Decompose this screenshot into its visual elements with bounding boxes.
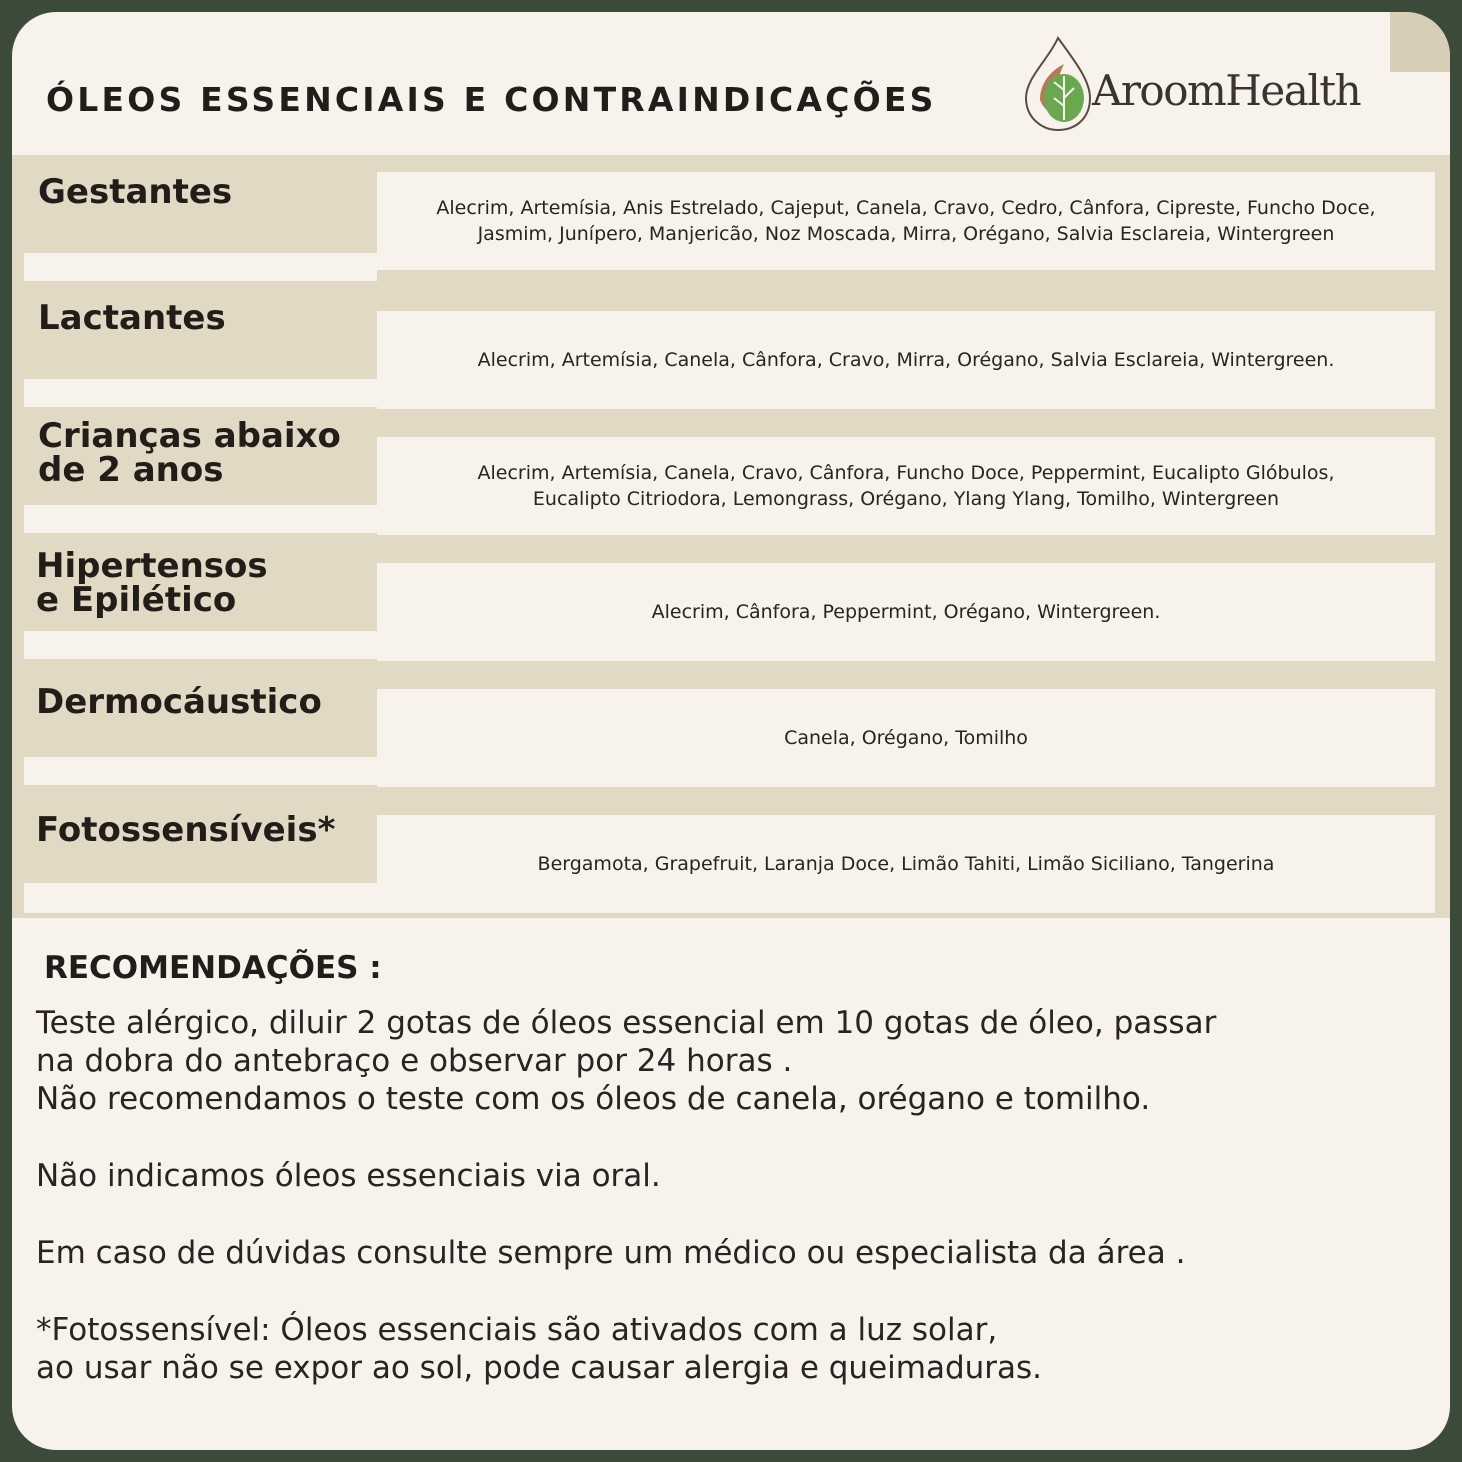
row-divider bbox=[24, 883, 377, 913]
table-row bbox=[12, 281, 1450, 407]
row-label: Fotossensíveis* bbox=[36, 810, 336, 850]
row-label: Dermocáustico bbox=[36, 682, 322, 722]
brand-name: AroomHealth bbox=[1092, 66, 1361, 115]
row-label-cell bbox=[24, 659, 377, 743]
oils-line: Alecrim, Artemísia, Canela, Cânfora, Cravo, Mirra, Orégano, Salvia Esclareia, Wintergreen. bbox=[477, 349, 1335, 371]
row-divider bbox=[24, 379, 377, 409]
row-label: Gestantes bbox=[38, 172, 233, 212]
recommendation-line: Não indicamos óleos essenciais via oral. bbox=[36, 1158, 661, 1194]
row-label-cell bbox=[24, 155, 377, 239]
row-oils-cell bbox=[377, 311, 1435, 409]
table-row bbox=[12, 155, 1450, 281]
label-line: Hipertensos bbox=[36, 546, 268, 586]
corner-accent bbox=[1390, 12, 1450, 72]
row-oils bbox=[377, 563, 1435, 661]
oils-line: Alecrim, Cânfora, Peppermint, Orégano, Wintergreen. bbox=[651, 601, 1161, 623]
oils-line: Jasmim, Junípero, Manjericão, Noz Moscada, Mirra, Orégano, Salvia Esclareia, Wintergreen bbox=[477, 223, 1335, 245]
recommendation-line: ao usar não se expor ao sol, pode causar alergia e queimaduras. bbox=[36, 1350, 1043, 1386]
label-line: e Epilético bbox=[36, 580, 237, 620]
oils-line: Bergamota, Grapefruit, Laranja Doce, Limão Tahiti, Limão Siciliano, Tangerina bbox=[537, 853, 1275, 875]
oils-line: Canela, Orégano, Tomilho bbox=[784, 727, 1028, 749]
brand-logo bbox=[1018, 30, 1368, 140]
row-oils-cell bbox=[377, 815, 1435, 913]
leaf-drop-logo-icon bbox=[1018, 30, 1098, 136]
page-title: ÓLEOS ESSENCIAIS E CONTRAINDICAÇÕES bbox=[46, 80, 937, 119]
table-row bbox=[12, 659, 1450, 785]
row-divider bbox=[24, 757, 377, 787]
label-line: Crianças abaixo bbox=[38, 416, 341, 456]
oils-line: Alecrim, Artemísia, Anis Estrelado, Cajeput, Canela, Cravo, Cedro, Cânfora, Cipreste, Funcho Doce, bbox=[436, 197, 1376, 219]
table-row bbox=[12, 407, 1450, 533]
row-oils bbox=[377, 172, 1435, 270]
row-label-cell bbox=[24, 533, 377, 620]
row-divider bbox=[24, 505, 377, 535]
recommendation-line: *Fotossensível: Óleos essenciais são ativados com a luz solar, bbox=[36, 1312, 998, 1348]
row-oils-cell bbox=[377, 437, 1435, 535]
recommendation-line: Não recomendamos o teste com os óleos de canela, orégano e tomilho. bbox=[36, 1081, 1151, 1117]
row-label-cell bbox=[24, 281, 377, 365]
row-label-cell bbox=[24, 407, 377, 491]
row-oils bbox=[377, 437, 1435, 535]
table-row bbox=[12, 785, 1450, 918]
oils-line: Alecrim, Artemísia, Canela, Cravo, Cânfora, Funcho Doce, Peppermint, Eucalipto Glóbulos, bbox=[477, 462, 1335, 484]
table-row bbox=[12, 533, 1450, 659]
row-divider bbox=[24, 631, 377, 661]
row-oils bbox=[377, 815, 1435, 913]
row-divider bbox=[24, 253, 377, 283]
row-oils-cell bbox=[377, 172, 1435, 270]
row-oils-cell bbox=[377, 689, 1435, 787]
row-label-cell bbox=[24, 785, 377, 869]
recommendation-line: na dobra do antebraço e observar por 24 horas . bbox=[36, 1043, 793, 1079]
row-label bbox=[38, 416, 341, 490]
row-label bbox=[36, 546, 268, 620]
row-oils bbox=[377, 689, 1435, 787]
recommendation-line: Em caso de dúvidas consulte sempre um médico ou especialista da área . bbox=[36, 1235, 1186, 1271]
row-oils-cell bbox=[377, 563, 1435, 661]
row-oils bbox=[377, 311, 1435, 409]
recommendation-line: Teste alérgico, diluir 2 gotas de óleos essencial em 10 gotas de óleo, passar bbox=[36, 1005, 1217, 1041]
poster-frame bbox=[12, 12, 1450, 1450]
recommendations-title: RECOMENDAÇÕES : bbox=[44, 950, 382, 986]
oils-line: Eucalipto Citriodora, Lemongrass, Orégano, Ylang Ylang, Tomilho, Wintergreen bbox=[532, 488, 1280, 510]
contraindications-table bbox=[12, 155, 1450, 918]
row-label: Lactantes bbox=[38, 298, 226, 338]
label-line: de 2 anos bbox=[38, 450, 224, 490]
